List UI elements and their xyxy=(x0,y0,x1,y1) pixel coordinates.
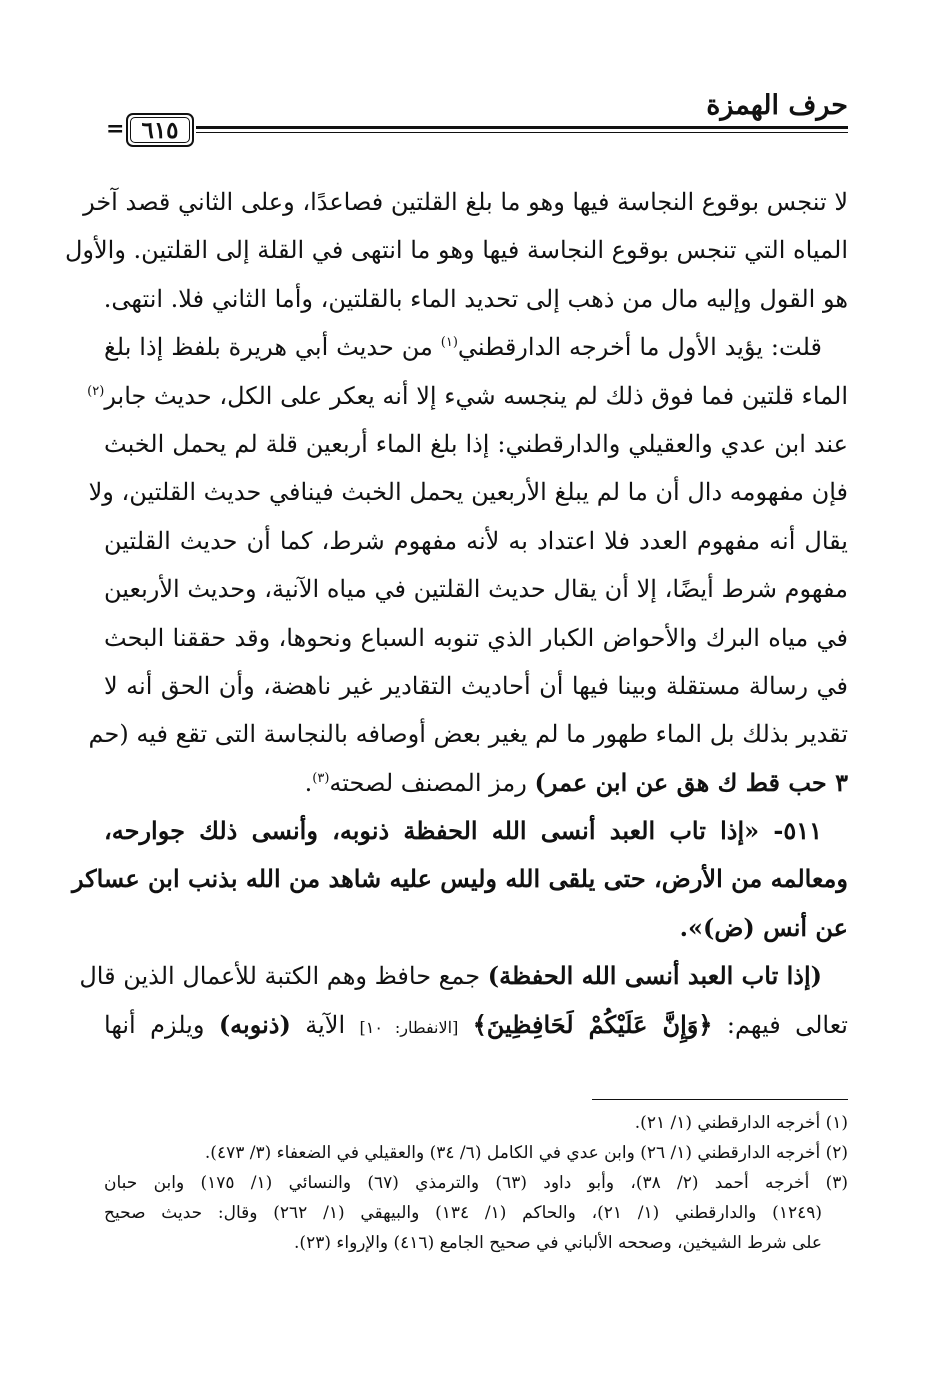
body-line-segment: من حديث أبي هريرة بلفظ إذا بلغ xyxy=(104,333,433,362)
body-line: في رسالة مستقلة وبينا فيها أن أحاديث التقادير غير ناهضة، وأن الحق أنه لا xyxy=(104,671,849,700)
body-line: في مياه البرك والأحواض الكبار الذي تنوبه السباع ونحوها، وقد حققنا البحث xyxy=(104,623,848,652)
body-line: يقال أنه مفهوم العدد فلا اعتداد به لأنه مفهوم شرط، كما أن حديث القلتين xyxy=(104,526,848,555)
footnote-separator xyxy=(592,1099,848,1100)
body-line: هو القول وإليه مال من ذهب إلى تحديد الماء بالقلتين، وأما الثاني فلا. انتهى. xyxy=(103,284,848,313)
source-codes: ٣ حب قط ك هق عن ابن عمر) xyxy=(534,767,848,797)
body-line: فإن مفهومه دال أن ما لم يبلغ الأربعين يحمل الخبث فينافي حديث القلتين، ولا xyxy=(88,478,848,507)
explanation-line xyxy=(104,1001,848,1049)
body-line: عند ابن عدي والعقيلي والدارقطني: إذا بلغ الماء أربعين قلة لم يحمل الخبث xyxy=(104,429,848,458)
hadith-line: ٥١١- «إذا تاب العبد أنسى الله الحفظة ذنوبه، وأنسى ذلك جوارحه، xyxy=(104,816,822,846)
body-line: المياه التي تنجس بوقوع النجاسة فيها وهو ما انتهى في القلة إلى القلتين. والأول xyxy=(64,236,848,265)
header-equals-mark: = xyxy=(106,116,125,142)
body-line: مفهوم شرط أيضًا، إلا أن يقال حديث القلتين في مياه الآنية، وحديث الأربعين xyxy=(104,575,848,604)
body-line: لا تنجس بوقوع النجاسة فيها وهو ما بلغ القلتين فصاعدًا، وعلى الثاني قصد آخر xyxy=(83,188,848,216)
footnotes xyxy=(104,1108,848,1258)
hadith-line: عن أنس (ض)». xyxy=(679,912,848,942)
body-line xyxy=(104,759,848,807)
body-line xyxy=(87,372,848,420)
body-line-segment: قلت: يؤيد الأول ما أخرجه الدارقطني xyxy=(457,333,822,362)
footnote: (١) أخرجه الدارقطني (١/ ٢١). xyxy=(634,1113,848,1133)
footnote: (٣) أخرجه أحمد (٢/ ٣٨)، وأبو داود (٦٣) والترمذي (٦٧) والنسائي (١/ ١٧٥) وابن حبان xyxy=(104,1173,848,1193)
quran-verse: ﴿وَإِنَّ عَلَيْكُمْ لَحَافِظِينَ﴾ xyxy=(472,1009,713,1039)
quoted-phrase: (إذا تاب العبد أنسى الله الحفظة) xyxy=(487,961,822,991)
body-line-segment: الآية xyxy=(305,1010,346,1039)
body-line-segment: رمز المصنف لصحته xyxy=(329,768,527,797)
footnote: (٢) أخرجه الدارقطني (١/ ٢٦) وابن عدي في الكامل (٦/ ٣٤) والعقيلي في الضعفاء (٣/ ٤٧٣). xyxy=(204,1143,848,1163)
footnote-continuation: على شرط الشيخين، وصححه الألباني في صحيح الجامع (٤١٦) والإرواء (٢٣). xyxy=(294,1233,822,1253)
page-number: ٦١٥ xyxy=(141,116,179,144)
footnote-ref[interactable]: (٢) xyxy=(87,383,105,399)
footnote-ref[interactable]: (١) xyxy=(440,335,458,351)
running-header-title: حرف الهمزة xyxy=(706,90,848,121)
page-number-box xyxy=(126,113,194,147)
body-line-segment: ويلزم أنها xyxy=(104,1010,205,1039)
header-double-rule xyxy=(196,126,848,133)
hadith-line: ومعالمه من الأرض، حتى يلقى الله وليس عليه شاهد من الله بذنب ابن عساكر xyxy=(71,864,848,894)
footnote-continuation: (١٢٤٩) والدارقطني (١/ ٢١)، والحاكم (١/ ١٣٤) والبيهقي (١/ ٢٦٢) وقال: حديث صحيح xyxy=(104,1203,822,1223)
body-line-segment: تعالى فيهم: xyxy=(726,1010,848,1039)
verse-reference: [الانفطار: ١٠] xyxy=(359,1017,459,1037)
body-line xyxy=(104,323,848,371)
body-line-segment: جمع حافظ وهم الكتبة للأعمال الذين قال xyxy=(79,962,481,991)
explanation-line xyxy=(79,952,848,1000)
quoted-phrase: (ذنوبه) xyxy=(218,1009,291,1039)
footnote-ref[interactable]: (٣) xyxy=(312,770,330,786)
period: . xyxy=(304,768,313,797)
body-line-segment: الماء قلتين فما فوق ذلك لم ينجسه شيء إلا أنه يعكر على الكل، حديث جابر xyxy=(104,381,848,410)
body-line: تقدير بذلك بل الماء طهور ما لم يغير بعض أوصافه بالنجاسة التى تقع فيه (حم xyxy=(88,720,848,749)
body-text xyxy=(64,178,849,1049)
